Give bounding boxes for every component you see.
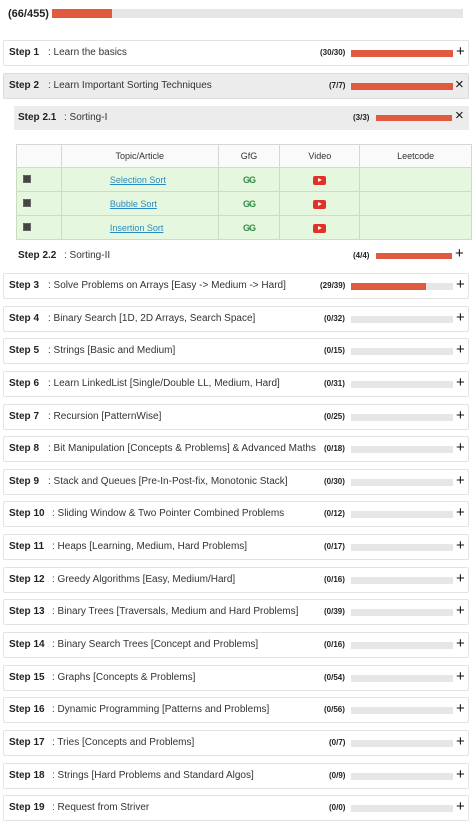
step-label: Step 6 — [9, 378, 40, 389]
step-title: : Binary Search Trees [Concept and Problems] — [52, 639, 259, 650]
step-19-header[interactable] — [3, 795, 469, 821]
step-progress-bar — [351, 675, 453, 682]
checkbox[interactable] — [23, 175, 31, 183]
step-18-header[interactable] — [3, 763, 469, 789]
step-title: : Heaps [Learning, Medium, Hard Problems] — [52, 541, 248, 552]
step-progress-bar — [351, 707, 453, 714]
step-count: (30/30) — [320, 48, 346, 57]
column-header-gfg: GfG — [218, 145, 280, 168]
step-count: (7/7) — [329, 81, 346, 90]
step-title: : Bit Manipulation [Concepts & Problems] & Advanced Maths — [48, 443, 316, 454]
table-row — [17, 216, 472, 240]
step-count: (0/16) — [324, 640, 345, 649]
step-progress-bar — [351, 316, 453, 323]
step-title: : Graphs [Concepts & Problems] — [52, 672, 196, 683]
overall-progress-bar — [52, 9, 463, 18]
table-row — [17, 192, 472, 216]
step-count: (0/31) — [324, 379, 345, 388]
step-14-header[interactable] — [3, 632, 469, 658]
substep-label: Step 2.2 — [18, 250, 57, 261]
step-count: (0/15) — [324, 346, 345, 355]
plus-icon[interactable]: + — [456, 537, 465, 554]
step-10-header[interactable] — [3, 501, 469, 527]
step-8-header[interactable] — [3, 436, 469, 462]
close-icon[interactable]: × — [455, 76, 464, 93]
step-count: (0/39) — [324, 607, 345, 616]
step-title: : Strings [Basic and Medium] — [48, 345, 176, 356]
substep-progress-bar — [376, 253, 452, 259]
step-label: Step 14 — [9, 639, 45, 650]
plus-icon[interactable]: + — [456, 635, 465, 652]
column-header-video: Video — [280, 145, 360, 168]
step-label: Step 16 — [9, 704, 45, 715]
substep-count: (4/4) — [353, 251, 370, 260]
step-title: : Learn the basics — [48, 47, 127, 58]
step-5-header[interactable] — [3, 338, 469, 364]
step-label: Step 11 — [9, 541, 45, 552]
step-count: (0/9) — [329, 771, 346, 780]
gfg-icon[interactable]: GG — [243, 198, 256, 209]
substep-progress-fill — [376, 253, 452, 259]
status-column-header — [17, 145, 62, 168]
youtube-icon[interactable] — [313, 176, 326, 185]
step-9-header[interactable] — [3, 469, 469, 495]
step-title: : Solve Problems on Arrays [Easy -> Medium -> Hard] — [48, 280, 286, 291]
step-count: (0/56) — [324, 705, 345, 714]
step-progress-bar — [351, 642, 453, 649]
step-label: Step 7 — [9, 411, 40, 422]
step-6-header[interactable] — [3, 371, 469, 397]
plus-icon[interactable]: + — [456, 276, 465, 293]
step-count: (0/30) — [324, 477, 345, 486]
step-label: Step 8 — [9, 443, 40, 454]
checkbox[interactable] — [23, 223, 31, 231]
plus-icon[interactable]: + — [456, 668, 465, 685]
step-progress-bar — [351, 446, 453, 453]
step-11-header[interactable] — [3, 534, 469, 560]
step-progress-fill — [351, 83, 453, 90]
step-1-header[interactable] — [3, 40, 469, 66]
step-progress-bar — [351, 511, 453, 518]
leetcode-cell — [360, 216, 472, 240]
plus-icon[interactable]: + — [456, 472, 465, 489]
step-count: (0/18) — [324, 444, 345, 453]
step-progress-bar — [351, 609, 453, 616]
column-header-leetcode: Leetcode — [360, 145, 472, 168]
plus-icon[interactable]: + — [456, 309, 465, 326]
step-title: : Greedy Algorithms [Easy, Medium/Hard] — [52, 574, 236, 585]
overall-progress-count: (66/455) — [8, 8, 49, 20]
gfg-icon[interactable]: GG — [243, 222, 256, 233]
step-progress-fill — [351, 50, 453, 57]
step-2-2-header[interactable] — [14, 244, 469, 268]
step-title: : Stack and Queues [Pre-In-Post-fix, Monotonic Stack] — [48, 476, 288, 487]
problem-link[interactable]: Insertion Sort — [109, 222, 164, 233]
step-progress-bar — [351, 83, 453, 90]
problem-table — [16, 144, 472, 240]
substep-count: (3/3) — [353, 113, 370, 122]
step-label: Step 9 — [9, 476, 40, 487]
step-label: Step 3 — [9, 280, 40, 291]
step-title: : Dynamic Programming [Patterns and Problems] — [52, 704, 270, 715]
step-12-header[interactable] — [3, 567, 469, 593]
plus-icon[interactable]: + — [456, 766, 465, 783]
step-label: Step 18 — [9, 770, 45, 781]
step-count: (0/7) — [329, 738, 346, 747]
step-label: Step 17 — [9, 737, 45, 748]
plus-icon[interactable]: + — [456, 341, 465, 358]
plus-icon[interactable]: + — [456, 700, 465, 717]
plus-icon[interactable]: + — [456, 798, 465, 815]
overall-progress — [0, 0, 474, 28]
step-progress-bar — [351, 773, 453, 780]
step-label: Step 1 — [9, 47, 40, 58]
step-progress-bar — [351, 50, 453, 57]
step-title: : Strings [Hard Problems and Standard Algos] — [52, 770, 254, 781]
step-title: : Binary Trees [Traversals, Medium and Hard Problems] — [52, 606, 299, 617]
step-progress-bar — [351, 544, 453, 551]
step-progress-bar — [351, 740, 453, 747]
step-label: Step 5 — [9, 345, 40, 356]
table-row — [17, 168, 472, 192]
step-progress-bar — [351, 348, 453, 355]
step-count: (0/17) — [324, 542, 345, 551]
step-16-header[interactable] — [3, 697, 469, 723]
step-title: : Request from Striver — [52, 802, 150, 813]
step-title: : Recursion [PatternWise] — [48, 411, 162, 422]
substep-progress-fill — [376, 115, 452, 121]
step-progress-bar — [351, 805, 453, 812]
step-4-header[interactable] — [3, 306, 469, 332]
substep-title: : Sorting-II — [64, 250, 111, 261]
plus-icon[interactable]: + — [456, 407, 465, 424]
step-2-1-header[interactable] — [14, 106, 469, 130]
plus-icon[interactable]: + — [456, 374, 465, 391]
substep-title: : Sorting-I — [64, 112, 108, 123]
plus-icon[interactable]: + — [456, 733, 465, 750]
step-label: Step 13 — [9, 606, 45, 617]
plus-icon[interactable]: + — [456, 439, 465, 456]
column-header-topic: Topic/Article — [61, 145, 218, 168]
step-13-header[interactable] — [3, 599, 469, 625]
substep-progress-bar — [376, 115, 452, 121]
step-count: (0/0) — [329, 803, 346, 812]
plus-icon[interactable]: + — [456, 43, 465, 60]
step-2-header[interactable] — [3, 73, 469, 99]
youtube-icon[interactable] — [313, 224, 326, 233]
step-progress-bar — [351, 479, 453, 486]
step-progress-bar — [351, 414, 453, 421]
step-label: Step 2 — [9, 80, 40, 91]
plus-icon[interactable]: + — [456, 602, 465, 619]
step-3-header[interactable] — [3, 273, 469, 299]
plus-icon[interactable]: + — [456, 504, 465, 521]
gfg-icon[interactable]: GG — [243, 174, 256, 185]
step-progress-bar — [351, 381, 453, 388]
checkbox[interactable] — [23, 199, 31, 207]
step-count: (0/32) — [324, 314, 345, 323]
step-count: (0/54) — [324, 673, 345, 682]
step-count: (0/16) — [324, 575, 345, 584]
table-header-row — [17, 145, 472, 168]
problem-link[interactable]: Selection Sort — [109, 174, 166, 185]
close-icon[interactable]: × — [455, 107, 464, 124]
step-17-header[interactable] — [3, 730, 469, 756]
step-15-header[interactable] — [3, 665, 469, 691]
step-title: : Learn Important Sorting Techniques — [48, 80, 212, 91]
problem-link[interactable]: Bubble Sort — [109, 198, 157, 209]
step-title: : Sliding Window & Two Pointer Combined Problems — [52, 508, 285, 519]
leetcode-cell — [360, 168, 472, 192]
step-label: Step 10 — [9, 508, 45, 519]
step-label: Step 4 — [9, 313, 40, 324]
step-title: : Binary Search [1D, 2D Arrays, Search Space] — [48, 313, 256, 324]
youtube-icon[interactable] — [313, 200, 326, 209]
overall-progress-fill — [52, 9, 112, 18]
step-label: Step 12 — [9, 574, 45, 585]
step-title: : Tries [Concepts and Problems] — [52, 737, 195, 748]
substep-label: Step 2.1 — [18, 112, 57, 123]
step-progress-bar — [351, 283, 453, 290]
plus-icon[interactable]: + — [456, 570, 465, 587]
step-label: Step 19 — [9, 802, 45, 813]
step-count: (29/39) — [320, 281, 346, 290]
step-7-header[interactable] — [3, 404, 469, 430]
leetcode-cell — [360, 192, 472, 216]
step-count: (0/12) — [324, 509, 345, 518]
step-title: : Learn LinkedList [Single/Double LL, Medium, Hard] — [48, 378, 280, 389]
step-label: Step 15 — [9, 672, 45, 683]
step-count: (0/25) — [324, 412, 345, 421]
plus-icon[interactable]: + — [455, 245, 464, 262]
step-progress-fill — [351, 283, 426, 290]
step-progress-bar — [351, 577, 453, 584]
